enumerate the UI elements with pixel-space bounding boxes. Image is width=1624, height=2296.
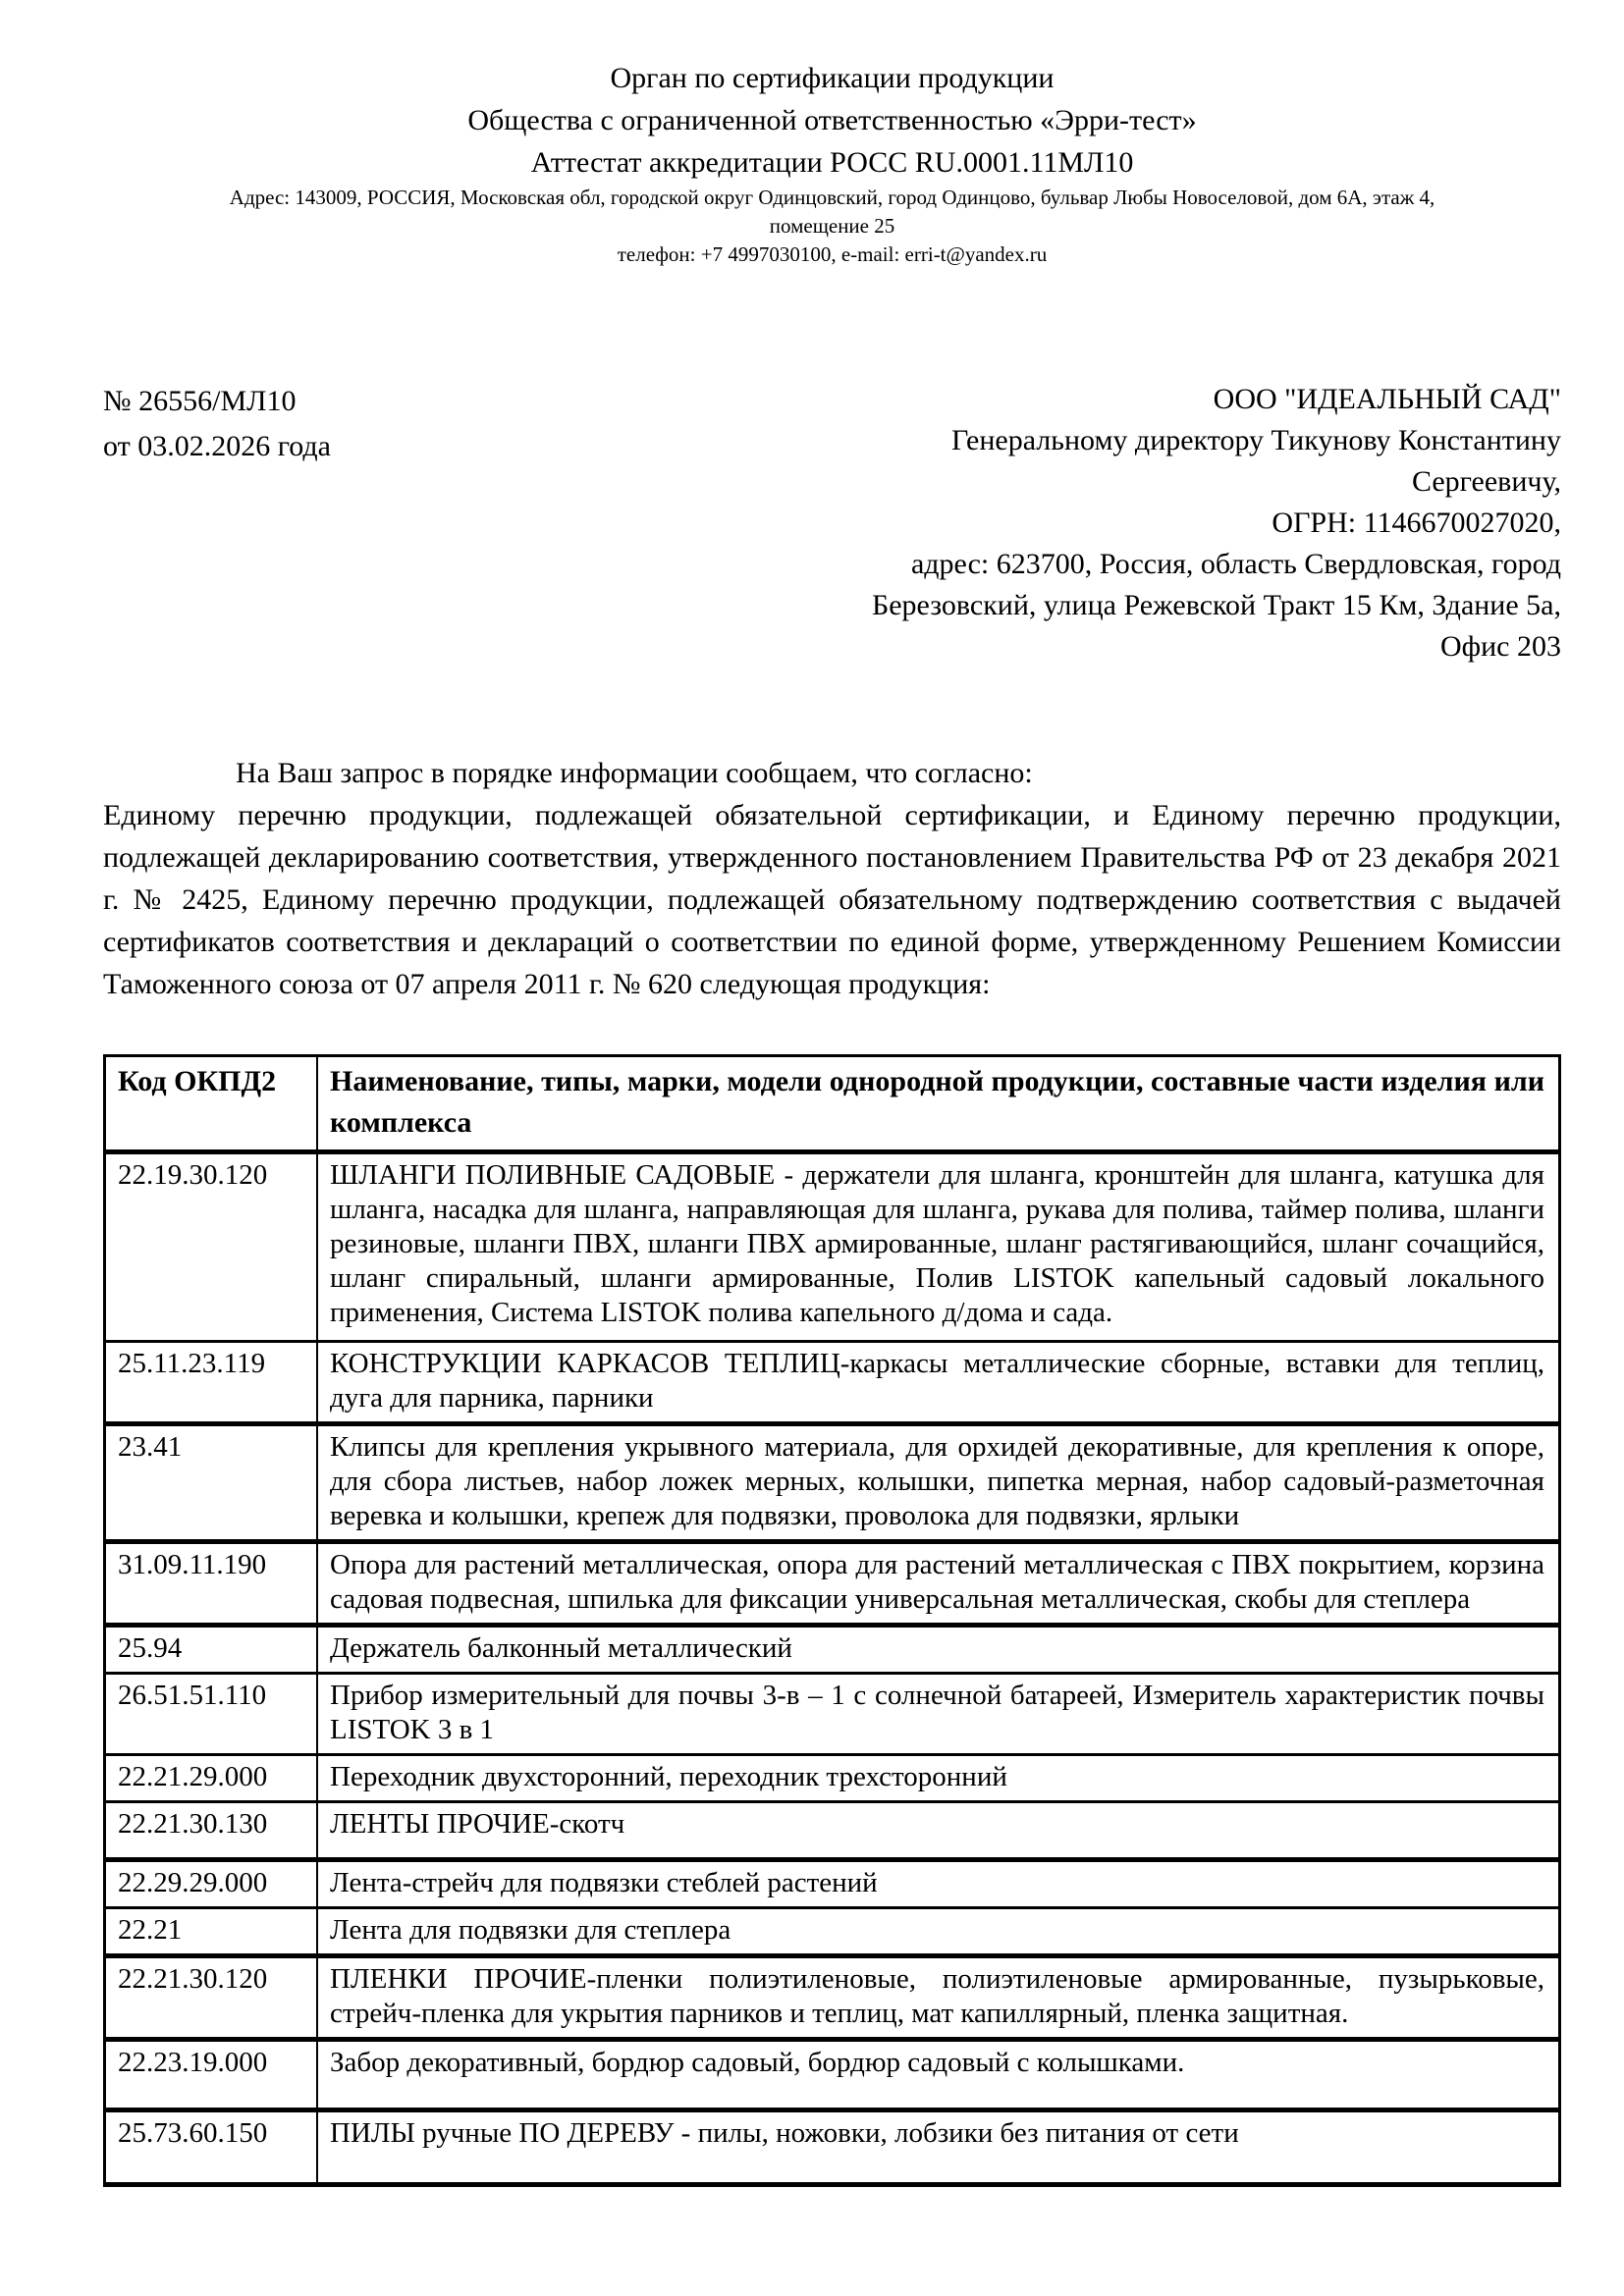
intro-line: На Ваш запрос в порядке информации сообщаем, что согласно: xyxy=(236,757,1033,789)
okpd2-code-cell: 26.51.51.110 xyxy=(118,1680,267,1711)
addressee-address-line1: адрес: 623700, Россия, область Свердловская, город xyxy=(910,548,1561,580)
okpd2-code-cell: 31.09.11.190 xyxy=(118,1549,267,1580)
okpd2-code-cell: 22.21 xyxy=(118,1914,183,1946)
table-row xyxy=(105,1424,1560,1542)
reference-block xyxy=(103,379,331,469)
main-paragraph: Единому перечню продукции, подлежащей обязательной сертификации, и Единому перечню продукции, подлежащей декларированию соответствия, утвержденного постановлением Правительства РФ от 23 декабря 2021 г. № 2425, Единому перечню продукции, подлежащей обязательному подтверждению соответствия с выдачей сертификатов соответствия и деклараций о соответствии по единой форме, утвержденному Решением Комиссии Таможенного союза от 07 апреля 2011 г. № 620 следующая продукция: xyxy=(103,799,1561,1000)
product-name-cell: ШЛАНГИ ПОЛИВНЫЕ САДОВЫЕ - держатели для шланга, кронштейн для шланга, катушка для шланга, насадка для шланга, направляющая для шланга, рукава для полива, таймер полива, шланги резиновые, шланги ПВХ, шланги ПВХ армированные, шланг растягивающийся, шланг сочащийся, шланг спиральный, шланги армированные, Полив LISTOK капельный садовый локального применения, Система LISTOK полива капельного д/дома и сада. xyxy=(317,1152,1560,1342)
table-row xyxy=(105,1626,1560,1674)
letterhead-address-line2: помещение 25 xyxy=(769,214,895,238)
product-name-cell: Опора для растений металлическая, опора для растений металлическая с ПВХ покрытием, корзина садовая подвесная, шпилька для фиксации универсальная металлическая, скобы для степлера xyxy=(317,1542,1560,1626)
letter-date: от 03.02.2026 года xyxy=(103,430,331,462)
letter-body xyxy=(103,752,1561,1005)
products-table xyxy=(103,1054,1561,2187)
addressee-ogrn: ОГРН: 1146670027020, xyxy=(1272,507,1561,539)
products-table-header xyxy=(105,1056,1560,1152)
table-row xyxy=(105,1956,1560,2040)
okpd2-code-cell: 22.29.29.000 xyxy=(118,1867,268,1898)
okpd2-code-cell: 22.23.19.000 xyxy=(118,2047,268,2078)
column-header-code: Код ОКПД2 xyxy=(118,1065,277,1097)
table-row xyxy=(105,1908,1560,1956)
product-name-cell: ПИЛЫ ручные ПО ДЕРЕВУ - пилы, ножовки, лобзики без питания от сети xyxy=(317,2110,1560,2185)
product-name-cell: Переходник двухсторонний, переходник трехсторонний xyxy=(317,1755,1560,1802)
addressee-patronymic: Сергеевичу, xyxy=(1411,465,1561,498)
okpd2-code-cell: 23.41 xyxy=(118,1431,183,1463)
table-row xyxy=(105,1755,1560,1802)
okpd2-code-cell: 25.73.60.150 xyxy=(118,2117,268,2149)
table-row xyxy=(105,1674,1560,1755)
product-name-cell: Лента-стрейч для подвязки стеблей растений xyxy=(317,1860,1560,1908)
product-name-cell: ПЛЕНКИ ПРОЧИЕ-пленки полиэтиленовые, полиэтиленовые армированные, пузырьковые, стрейч-пленка для укрытия парников и теплиц, мат капиллярный, пленка защитная. xyxy=(317,1956,1560,2040)
addressee-address-line2: Березовский, улица Режевской Тракт 15 Км, Здание 5а, xyxy=(871,589,1561,621)
product-name-cell: Лента для подвязки для степлера xyxy=(317,1908,1560,1956)
table-row xyxy=(105,1802,1560,1860)
table-row xyxy=(105,1342,1560,1424)
okpd2-code-cell: 22.21.29.000 xyxy=(118,1761,268,1792)
table-row xyxy=(105,1152,1560,1342)
okpd2-code-cell: 25.94 xyxy=(118,1632,183,1664)
okpd2-code-cell: 22.21.30.120 xyxy=(118,1963,268,1995)
products-table-body xyxy=(105,1152,1560,2185)
letterhead-contacts: телефон: +7 4997030100, e-mail: erri-t@yandex.ru xyxy=(617,242,1048,266)
addressee-director: Генеральному директору Тикунову Константину xyxy=(950,424,1561,456)
product-name-cell: КОНСТРУКЦИИ КАРКАСОВ ТЕПЛИЦ-каркасы металлические сборные, вставки для теплиц, дуга для парника, парники xyxy=(317,1342,1560,1424)
table-row xyxy=(105,1860,1560,1908)
okpd2-code-cell: 22.19.30.120 xyxy=(118,1159,268,1191)
table-row xyxy=(105,1542,1560,1626)
letterhead-org-line1: Орган по сертификации продукции xyxy=(610,62,1055,94)
addressee-office: Офис 203 xyxy=(1440,630,1561,663)
product-name-cell: Держатель балконный металлический xyxy=(317,1626,1560,1674)
product-name-cell: Клипсы для крепления укрывного материала, для орхидей декоративные, для крепления к опоре, для сбора листьев, набор ложек мерных, колышки, пипетка мерная, набор садовый-разметочная веревка и колышки, крепеж для подвязки, проволока для подвязки, ярлыки xyxy=(317,1424,1560,1542)
product-name-cell: ЛЕНТЫ ПРОЧИЕ-скотч xyxy=(317,1802,1560,1860)
letter-number: № 26556/МЛ10 xyxy=(103,385,297,417)
product-name-cell: Забор декоративный, бордюр садовый, бордюр садовый с колышками. xyxy=(317,2040,1560,2110)
product-name-cell: Прибор измерительный для почвы 3-в – 1 с солнечной батареей, Измеритель характеристик почвы LISTOK 3 в 1 xyxy=(317,1674,1560,1755)
header-row xyxy=(105,1056,1560,1152)
letterhead-address-line1: Адрес: 143009, РОССИЯ, Московская обл, городской округ Одинцовский, город Одинцово, бульвар Любы Новоселовой, дом 6А, этаж 4, xyxy=(229,186,1435,209)
letterhead-accreditation: Аттестат аккредитации РОСС RU.0001.11МЛ10 xyxy=(530,146,1134,179)
addressee-block xyxy=(872,379,1561,667)
letterhead-org-line2: Общества с ограниченной ответственностью «Эрри-тест» xyxy=(467,104,1197,136)
okpd2-code-cell: 22.21.30.130 xyxy=(118,1808,268,1840)
reference-and-addressee xyxy=(103,379,1561,667)
column-header-name: Наименование, типы, марки, модели однородной продукции, составные части изделия или комплекса xyxy=(317,1056,1560,1152)
okpd2-code-cell: 25.11.23.119 xyxy=(118,1348,266,1379)
letterhead xyxy=(103,57,1561,269)
table-row xyxy=(105,2040,1560,2110)
addressee-company: ООО "ИДЕАЛЬНЫЙ САД" xyxy=(1213,383,1561,415)
table-row xyxy=(105,2110,1560,2185)
